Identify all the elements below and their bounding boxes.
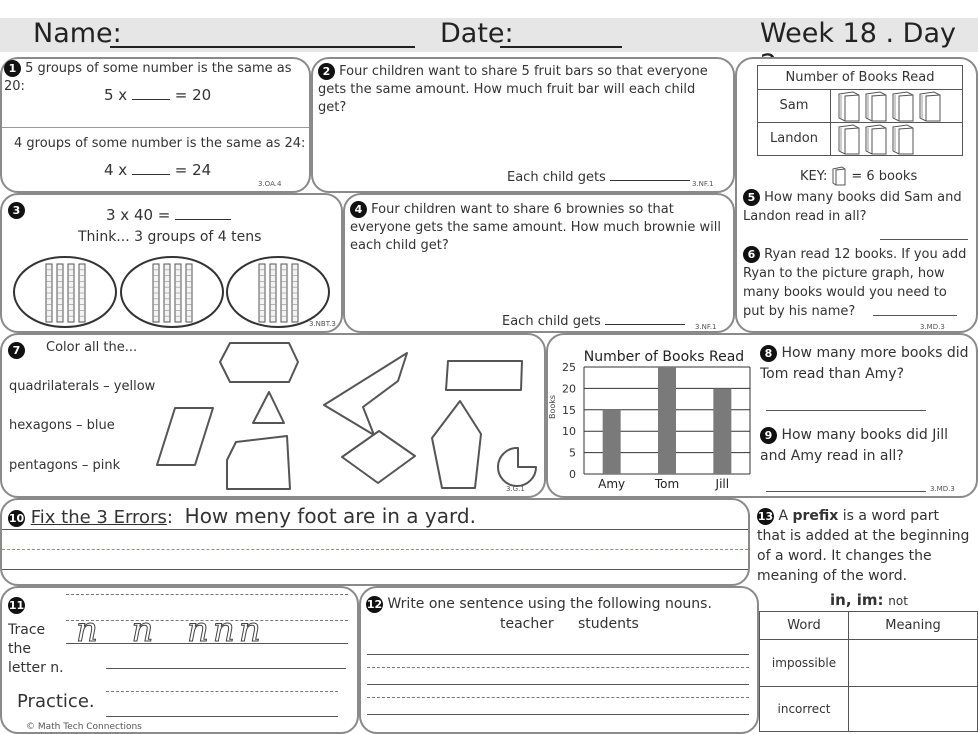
tens-rod	[68, 264, 74, 322]
rhombus-shape[interactable]	[342, 431, 415, 483]
problem-3-hint: Think... 3 groups of 4 tens	[78, 229, 262, 245]
practice-line-2[interactable]	[106, 716, 338, 717]
y-axis-label: Books	[548, 394, 557, 420]
fix-errors-label: Fix the 3 Errors	[30, 507, 167, 528]
tens-rod	[281, 264, 287, 322]
book-icon	[837, 124, 861, 155]
problem-number-badge: 9	[760, 427, 777, 444]
prefix-term: prefix	[792, 508, 839, 524]
bar	[713, 388, 731, 474]
problem-number-badge: 11	[8, 599, 25, 612]
eq2-left: 4 x	[104, 161, 128, 179]
picture-graph	[757, 65, 963, 156]
problem-9-text	[760, 425, 974, 467]
answer-blank[interactable]	[766, 410, 926, 411]
book-icon	[864, 124, 888, 155]
picture-graph-row	[757, 90, 963, 123]
answer-blank[interactable]	[873, 315, 957, 316]
problem-number-badge: 12	[366, 597, 383, 611]
key-value: = 6 books	[851, 168, 918, 184]
sentence-mid-2	[367, 697, 749, 698]
book-icons	[831, 90, 962, 122]
book-icon	[891, 91, 915, 122]
problem-13-text	[757, 506, 970, 586]
standard-code: 3.NBT.3	[309, 320, 336, 328]
problem-6-text	[743, 245, 968, 321]
sentence-mid-1	[367, 667, 749, 668]
answer-blank[interactable]	[132, 99, 170, 100]
problem-4-question: Four children want to share 6 brownies so that everyone gets the same amount. How much brownie will each child get?	[350, 202, 721, 253]
problem-12-text	[366, 595, 712, 613]
problem-number-badge: 7	[8, 342, 25, 359]
problem-1-equation-2	[104, 161, 211, 179]
tens-rods-illustration	[0, 255, 343, 333]
problem-8-text	[760, 343, 972, 385]
problem-1-equation-1	[104, 86, 211, 104]
y-tick-label: 5	[569, 446, 576, 460]
problem-11-badge-wrap	[8, 595, 25, 614]
problem-number-badge: 2	[318, 63, 335, 80]
prefix-text-before: A	[778, 508, 789, 524]
date-blank[interactable]	[500, 46, 622, 48]
book-icon	[891, 124, 915, 155]
chart-title: Number of Books Read	[583, 349, 745, 365]
standard-code: 3.NF.1	[692, 180, 714, 188]
copyright-text: © Math Tech Connections	[26, 722, 142, 732]
trace-top-line	[66, 594, 348, 595]
problem-5-text	[743, 188, 968, 226]
picture-graph-title: Number of Books Read	[757, 65, 963, 90]
standard-code: 3.MD.3	[930, 485, 955, 493]
tens-rod	[259, 264, 265, 322]
row-name: Sam	[758, 90, 831, 122]
picture-graph-key	[800, 166, 917, 186]
problem-3-badge-wrap	[8, 200, 25, 219]
book-icon	[918, 91, 942, 122]
parallelogram-shape[interactable]	[157, 408, 213, 465]
word-cell: impossible	[760, 640, 849, 687]
x-tick-label: Amy	[598, 477, 626, 491]
problem-1-line1: 5 groups of some number is the same as 20:	[4, 61, 292, 94]
color-rule-hexagons: hexagons – blue	[9, 418, 115, 433]
writing-line-midline[interactable]	[2, 549, 748, 550]
problem-12-question: Write one sentence using the following nouns.	[387, 596, 712, 612]
writing-line-bottom	[2, 569, 748, 570]
standard-code: 3.NF.1	[695, 323, 717, 331]
prefix-heading	[830, 591, 908, 609]
standard-code: 3.OA.4	[258, 180, 282, 188]
tens-rod	[270, 264, 276, 322]
practice-mid-line	[106, 691, 338, 692]
answer-label: Each child gets	[502, 314, 601, 329]
prefix-table	[759, 611, 978, 732]
eq1-left: 5 x	[104, 86, 128, 104]
book-icons	[831, 123, 962, 155]
eq2-right: = 24	[174, 161, 212, 179]
prefix-table-header	[760, 612, 978, 640]
standard-code: 3.MD.3	[920, 323, 945, 331]
y-tick-label: 0	[569, 468, 576, 481]
tens-rod	[153, 264, 159, 322]
col-meaning: Meaning	[849, 612, 978, 640]
triangle-shape[interactable]	[253, 392, 284, 423]
problem-7-title: Color all the...	[46, 340, 138, 355]
table-row	[760, 640, 978, 687]
shapes-to-color	[140, 335, 545, 495]
problem-4-text	[350, 201, 725, 255]
tens-rod	[175, 264, 181, 322]
tens-rod	[292, 264, 298, 322]
x-tick-label: Jill	[715, 477, 730, 491]
sentence-line-2[interactable]	[367, 684, 749, 685]
color-rule-pentagons: pentagons – pink	[9, 458, 121, 473]
writing-line-top	[2, 529, 748, 530]
rectangle-shape[interactable]	[446, 361, 522, 390]
trace-letters[interactable]: n n nnn	[76, 610, 265, 650]
problem-2-answer	[507, 169, 690, 187]
tens-rod	[46, 264, 52, 322]
answer-blank[interactable]	[766, 491, 926, 492]
problem-number-badge: 10	[8, 511, 25, 525]
problem-5-question: How many books did Sam and Landon read in all?	[743, 190, 962, 224]
table-row	[760, 687, 978, 732]
name-label: Name:	[33, 18, 122, 49]
noun-1: teacher	[500, 616, 554, 632]
answer-blank[interactable]	[132, 174, 170, 175]
noun-2: students	[578, 616, 639, 632]
answer-blank[interactable]	[175, 219, 231, 220]
picture-graph-row	[757, 123, 963, 156]
tens-rod	[164, 264, 170, 322]
hexagon-shape[interactable]	[220, 343, 298, 382]
tens-rod	[57, 264, 63, 322]
col-word: Word	[760, 612, 849, 640]
y-tick-label: 10	[562, 425, 576, 439]
bar-chart	[548, 340, 753, 495]
problem-number-badge: 3	[8, 202, 25, 219]
answer-blank[interactable]	[880, 239, 968, 240]
problem-number-badge: 13	[757, 509, 774, 523]
fix-errors-sentence: How meny foot are in a yard.	[184, 504, 476, 528]
problem-1-line2: 4 groups of some number is the same as 24:	[14, 136, 306, 151]
problem-4-answer	[502, 313, 685, 331]
problem-10-heading	[8, 504, 476, 528]
problem-9-question: How many books did Jill and Amy read in all?	[760, 427, 949, 464]
problem-number-badge: 6	[743, 246, 760, 263]
x-tick-label: Tom	[654, 477, 680, 491]
meaning-cell[interactable]	[849, 687, 978, 732]
color-rule-quadrilaterals: quadrilaterals – yellow	[9, 379, 156, 394]
eq-text: 3 x 40 =	[106, 206, 171, 224]
answer-blank[interactable]	[605, 324, 685, 325]
sentence-line-1[interactable]	[367, 654, 749, 655]
standard-code: 3.G.1	[506, 485, 525, 493]
fix-errors-colon: :	[166, 507, 173, 528]
problem-number-badge: 8	[760, 345, 777, 362]
week-day-label: Week 18 . Day	[760, 18, 956, 49]
problem-2-question: Four children want to share 5 fruit bars so that everyone gets the same amount. How much fruit bar will each child get?	[318, 64, 708, 115]
problem-3-equation	[106, 206, 231, 224]
word-cell: incorrect	[760, 687, 849, 732]
circle-sector-shape[interactable]	[498, 448, 536, 486]
bar	[603, 410, 621, 474]
key-label: KEY:	[800, 168, 828, 184]
meaning-cell[interactable]	[849, 640, 978, 687]
trace-label: Trace the letter n.	[8, 622, 64, 676]
arrow-shape[interactable]	[324, 353, 407, 435]
problem-6-question: Ryan read 12 books. If you add Ryan to the picture graph, how many books would you need to put by his name?	[743, 247, 967, 319]
problem-2-text	[318, 63, 723, 117]
bar	[658, 367, 676, 474]
book-icon	[831, 166, 847, 186]
problem-number-badge: 5	[743, 189, 760, 206]
answer-label: Each child gets	[507, 170, 606, 185]
practice-label: Practice.	[17, 691, 95, 712]
prefix-title: in, im:	[830, 591, 884, 609]
pentagon-shape-2[interactable]	[432, 401, 481, 488]
sentence-line-3[interactable]	[367, 714, 749, 715]
tens-rod	[79, 264, 85, 322]
name-blank[interactable]	[110, 46, 415, 48]
book-icon	[837, 91, 861, 122]
problem-number-badge: 1	[4, 60, 21, 77]
y-tick-label: 15	[562, 403, 576, 417]
pentagon-shape[interactable]	[227, 436, 290, 489]
y-tick-label: 20	[562, 382, 576, 396]
prefix-meaning: not	[888, 594, 908, 608]
problem-7-badge-wrap	[8, 340, 25, 359]
book-icon	[864, 91, 888, 122]
eq1-right: = 20	[174, 86, 212, 104]
problem-number-badge: 4	[350, 201, 367, 218]
tens-rod	[186, 264, 192, 322]
practice-line-1[interactable]	[106, 668, 346, 669]
prefix-definition: is a word part that is added at the beginning of a word. It changes the meaning of the word.	[757, 508, 970, 584]
date-label: Date:	[440, 18, 514, 49]
y-tick-label: 25	[562, 361, 576, 374]
answer-blank[interactable]	[610, 180, 690, 181]
problem-8-question: How many more books did Tom read than Amy?	[760, 345, 969, 382]
row-name: Landon	[758, 123, 831, 155]
